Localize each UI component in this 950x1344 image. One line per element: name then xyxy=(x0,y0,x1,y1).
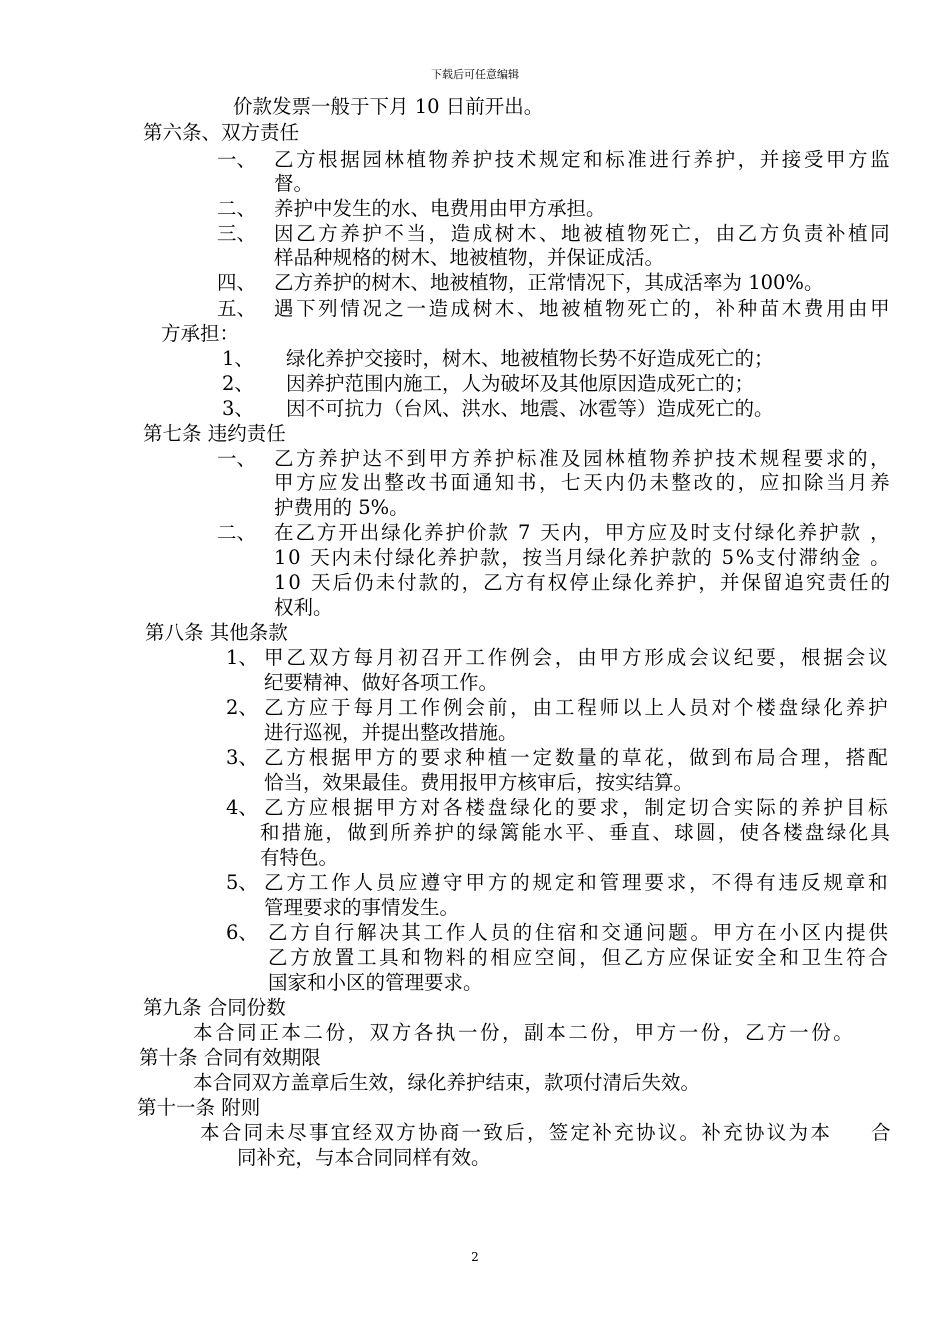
text-line: 护费用的 5%。 xyxy=(274,496,409,519)
section-heading-6: 第六条、双方责任 xyxy=(143,121,300,144)
text-line: 督。 xyxy=(274,172,314,195)
text-line: 乙 方 应 根 据 甲 方 对 各 楼 盘 绿 化 的 要 求 ， 制 定 切 合 实 际 的 养 护 目 标 xyxy=(264,796,888,819)
text-line: 甲 乙 双 方 每 月 初 召 开 工 作 例 会 ， 由 甲 方 形 成 会 议 纪 要 ， 根 据 会 议 xyxy=(264,646,888,669)
item-number: 3、 xyxy=(226,746,258,769)
item-number: 3、 xyxy=(222,397,254,420)
text-line: 乙 方 工 作 人 员 应 遵 守 甲 方 的 规 定 和 管 理 要 求 ， 不 得 有 违 反 规 章 和 xyxy=(264,871,888,894)
text-line: 价款发票一般于下月 10 日前开出。 xyxy=(233,95,544,118)
text-line: 在 乙 方 开 出 绿 化 养 护 价 款 7 天 内 ， 甲 方 应 及 时 支 付 绿 化 养 护 款 ， xyxy=(274,521,890,544)
text-line: 方承担： xyxy=(161,322,240,345)
text-line: 恰当，效果最佳。费用报甲方核审后，按实结算。 xyxy=(264,771,694,794)
item-number: 五、 xyxy=(217,297,257,320)
item-number: 2、 xyxy=(222,372,254,395)
text-line: 本合同双方盖章后生效，绿化养护结束，款项付清后失效。 xyxy=(193,1071,701,1094)
text-line: 本 合 同 正 本 二 份 ， 双 方 各 执 一 份 ， 副 本 二 份 ， 甲 方 一 份 ， 乙 方 一 份 。 xyxy=(193,1021,853,1044)
text-line: 同补充，与本合同同样有效。 xyxy=(237,1146,491,1169)
text-line: 和 措 施 ， 做 到 所 养 护 的 绿 篱 能 水 平 、 垂 直 、 球 圆 ， 使 各 楼 盘 绿 化 具 xyxy=(260,821,890,844)
text-line: 乙 方 自 行 解 决 其 工 作 人 员 的 住 宿 和 交 通 问 题 。 甲 方 在 小 区 内 提 供 xyxy=(268,921,888,944)
section-heading-10: 第十条 合同有效期限 xyxy=(139,1046,321,1069)
text-line: 权利。 xyxy=(274,596,333,619)
item-number: 一、 xyxy=(217,447,257,470)
text-line: 进行巡视，并提出整改措施。 xyxy=(264,721,518,744)
text-line: 乙 方 根 据 园 林 植 物 养 护 技 术 规 定 和 标 准 进 行 养 护 ， 并 接 受 甲 方 监 xyxy=(274,148,890,171)
section-heading-7: 第七条 违约责任 xyxy=(143,422,286,445)
item-number: 2、 xyxy=(226,696,258,719)
text-line: 1 0 天 后 仍 未 付 款 的 ， 乙 方 有 权 停 止 绿 化 养 护 ， 并 保 留 追 究 责 任 的 xyxy=(274,571,890,594)
text-line: 本 合 同 未 尽 事 宜 经 双 方 协 商 一 致 后 ， 签 定 补 充 协 议 。 补 充 协 议 为 本 xyxy=(200,1121,830,1144)
item-number: 四、 xyxy=(217,271,257,294)
text-line: 乙 方 养 护 达 不 到 甲 方 养 护 标 准 及 园 林 植 物 养 护 技 术 规 程 要 求 的 ， xyxy=(274,447,890,470)
item-number: 二、 xyxy=(217,197,257,220)
item-number: 1、 xyxy=(226,646,258,669)
text-line: 因 乙 方 养 护 不 当 ， 造 成 树 木 、 地 被 植 物 死 亡 ， 由 乙 方 负 责 补 植 同 xyxy=(274,222,890,245)
text-line: 遇 下 列 情 况 之 一 造 成 树 木 、 地 被 植 物 死 亡 的 ， 补 种 苗 木 费 用 由 甲 xyxy=(274,297,890,320)
section-heading-9: 第九条 合同份数 xyxy=(143,996,286,1019)
text-line: 因不可抗力（台风、洪水、地震、冰雹等）造成死亡的。 xyxy=(286,397,774,420)
text-line: 纪要精神、做好各项工作。 xyxy=(264,671,499,694)
item-number: 5、 xyxy=(226,871,258,894)
text-line: 1 0 天 内 未 付 绿 化 养 护 款 ， 按 当 月 绿 化 养 护 款 的 5 % 支 付 滞 纳 金 。 xyxy=(274,546,890,569)
item-number: 4、 xyxy=(226,796,258,819)
text-line: 甲 方 应 发 出 整 改 书 面 通 知 书 ， 七 天 内 仍 未 整 改 的 ， 应 扣 除 当 月 养 xyxy=(274,471,890,494)
item-number: 一、 xyxy=(217,148,257,171)
item-number: 6、 xyxy=(226,921,258,944)
item-number: 1、 xyxy=(222,347,254,370)
page-number: 2 xyxy=(471,1250,479,1264)
section-heading-11: 第十一条 附则 xyxy=(137,1096,261,1119)
text-line: 国家和小区的管理要求。 xyxy=(268,971,483,994)
page-header: 下载后可任意编辑 xyxy=(431,68,519,81)
text-line: 样品种规格的树木、地被植物，并保证成活。 xyxy=(274,246,665,269)
text-line: 乙 方 根 据 甲 方 的 要 求 种 植 一 定 数 量 的 草 花 ， 做 到 布 局 合 理 ， 搭 配 xyxy=(264,746,888,769)
text-line: 乙 方 放 置 工 具 和 物 料 的 相 应 空 间 ， 但 乙 方 应 保 证 安 全 和 卫 生 符 合 xyxy=(268,946,888,969)
text-line: 乙方养护的树木、地被植物，正常情况下，其成活率为 100%。 xyxy=(274,271,824,294)
text-line: 绿化养护交接时，树木、地被植物长势不好造成死亡的； xyxy=(286,347,774,370)
text-line: 管理要求的事情发生。 xyxy=(264,896,460,919)
text-line: 有特色。 xyxy=(260,846,339,869)
text-line: 乙 方 应 于 每 月 工 作 例 会 前 ， 由 工 程 师 以 上 人 员 对 个 楼 盘 绿 化 养 护 xyxy=(264,696,888,719)
text-line: 因养护范围内施工，人为破坏及其他原因造成死亡的； xyxy=(286,372,755,395)
item-number: 三、 xyxy=(217,222,257,245)
text-line: 养护中发生的水、电费用由甲方承担。 xyxy=(274,197,606,220)
text-line: 合 xyxy=(871,1121,891,1144)
item-number: 二、 xyxy=(217,521,257,544)
section-heading-8: 第八条 其他条款 xyxy=(145,621,288,644)
